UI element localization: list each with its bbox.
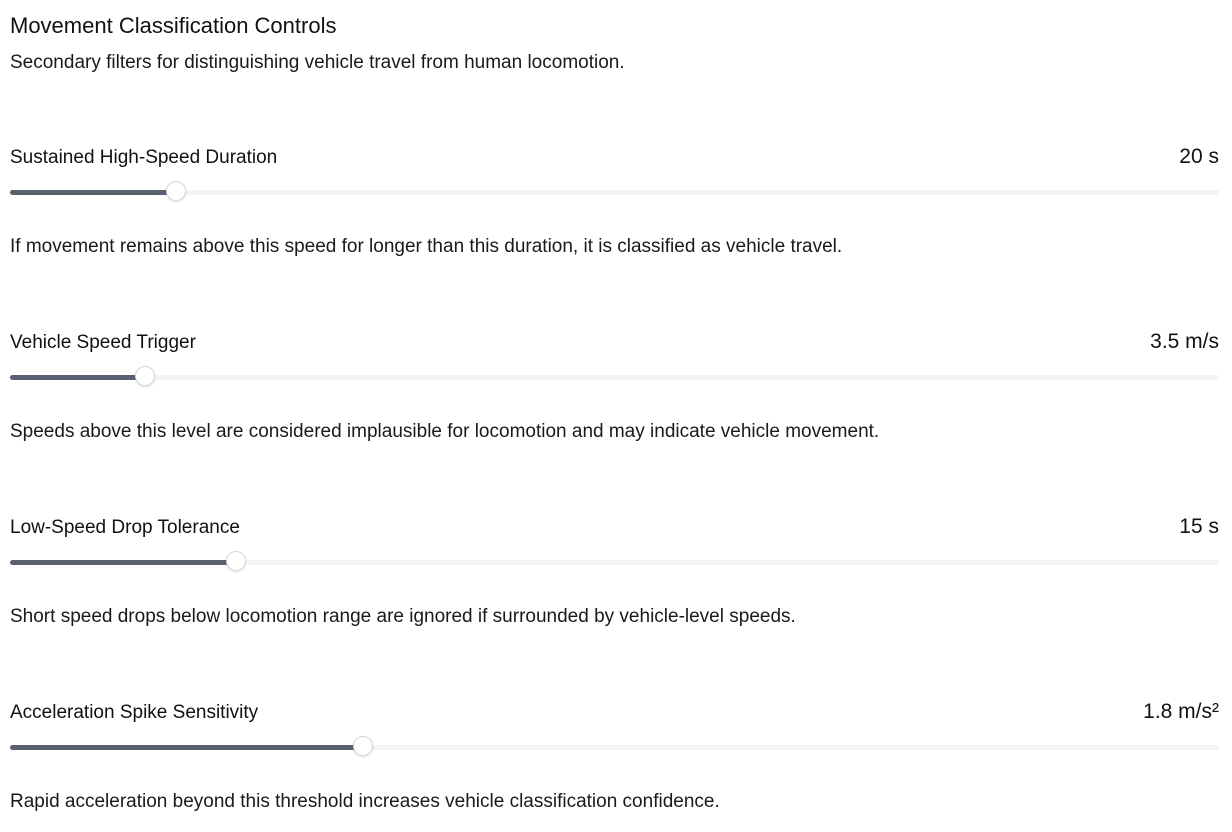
slider-fill	[10, 560, 236, 565]
slider-thumb[interactable]	[166, 181, 186, 201]
slider-fill	[10, 190, 176, 195]
slider-track[interactable]	[10, 190, 1219, 195]
panel-title: Movement Classification Controls	[10, 13, 337, 38]
control-low-speed-drop-tolerance	[10, 517, 1219, 647]
slider-track[interactable]	[10, 560, 1219, 565]
control-vehicle-speed-trigger	[10, 332, 1219, 462]
control-sustained-high-speed-duration	[10, 147, 1219, 277]
control-description: Speeds above this level are considered implausible for locomotion and may indicate vehicle movement.	[10, 421, 880, 442]
slider-fill	[10, 375, 145, 380]
slider-fill	[10, 745, 363, 750]
control-acceleration-spike-sensitivity	[10, 702, 1219, 832]
panel-subtitle: Secondary filters for distinguishing vehicle travel from human locomotion.	[10, 52, 625, 73]
control-label: Vehicle Speed Trigger	[10, 332, 196, 353]
slider-track[interactable]	[10, 745, 1219, 750]
slider-track[interactable]	[10, 375, 1219, 380]
control-description: If movement remains above this speed for longer than this duration, it is classified as vehicle travel.	[10, 236, 843, 257]
control-value: 3.5 m/s	[1150, 330, 1219, 353]
slider-thumb[interactable]	[135, 366, 155, 386]
control-label: Sustained High-Speed Duration	[10, 147, 278, 168]
control-value: 20 s	[1179, 145, 1219, 168]
control-label: Low-Speed Drop Tolerance	[10, 517, 240, 538]
control-label: Acceleration Spike Sensitivity	[10, 702, 259, 723]
slider-thumb[interactable]	[353, 736, 373, 756]
control-description: Short speed drops below locomotion range are ignored if surrounded by vehicle-level speeds.	[10, 606, 796, 627]
control-description: Rapid acceleration beyond this threshold increases vehicle classification confidence.	[10, 791, 720, 812]
control-value: 1.8 m/s²	[1143, 700, 1219, 723]
slider-thumb[interactable]	[226, 551, 246, 571]
control-value: 15 s	[1179, 515, 1219, 538]
